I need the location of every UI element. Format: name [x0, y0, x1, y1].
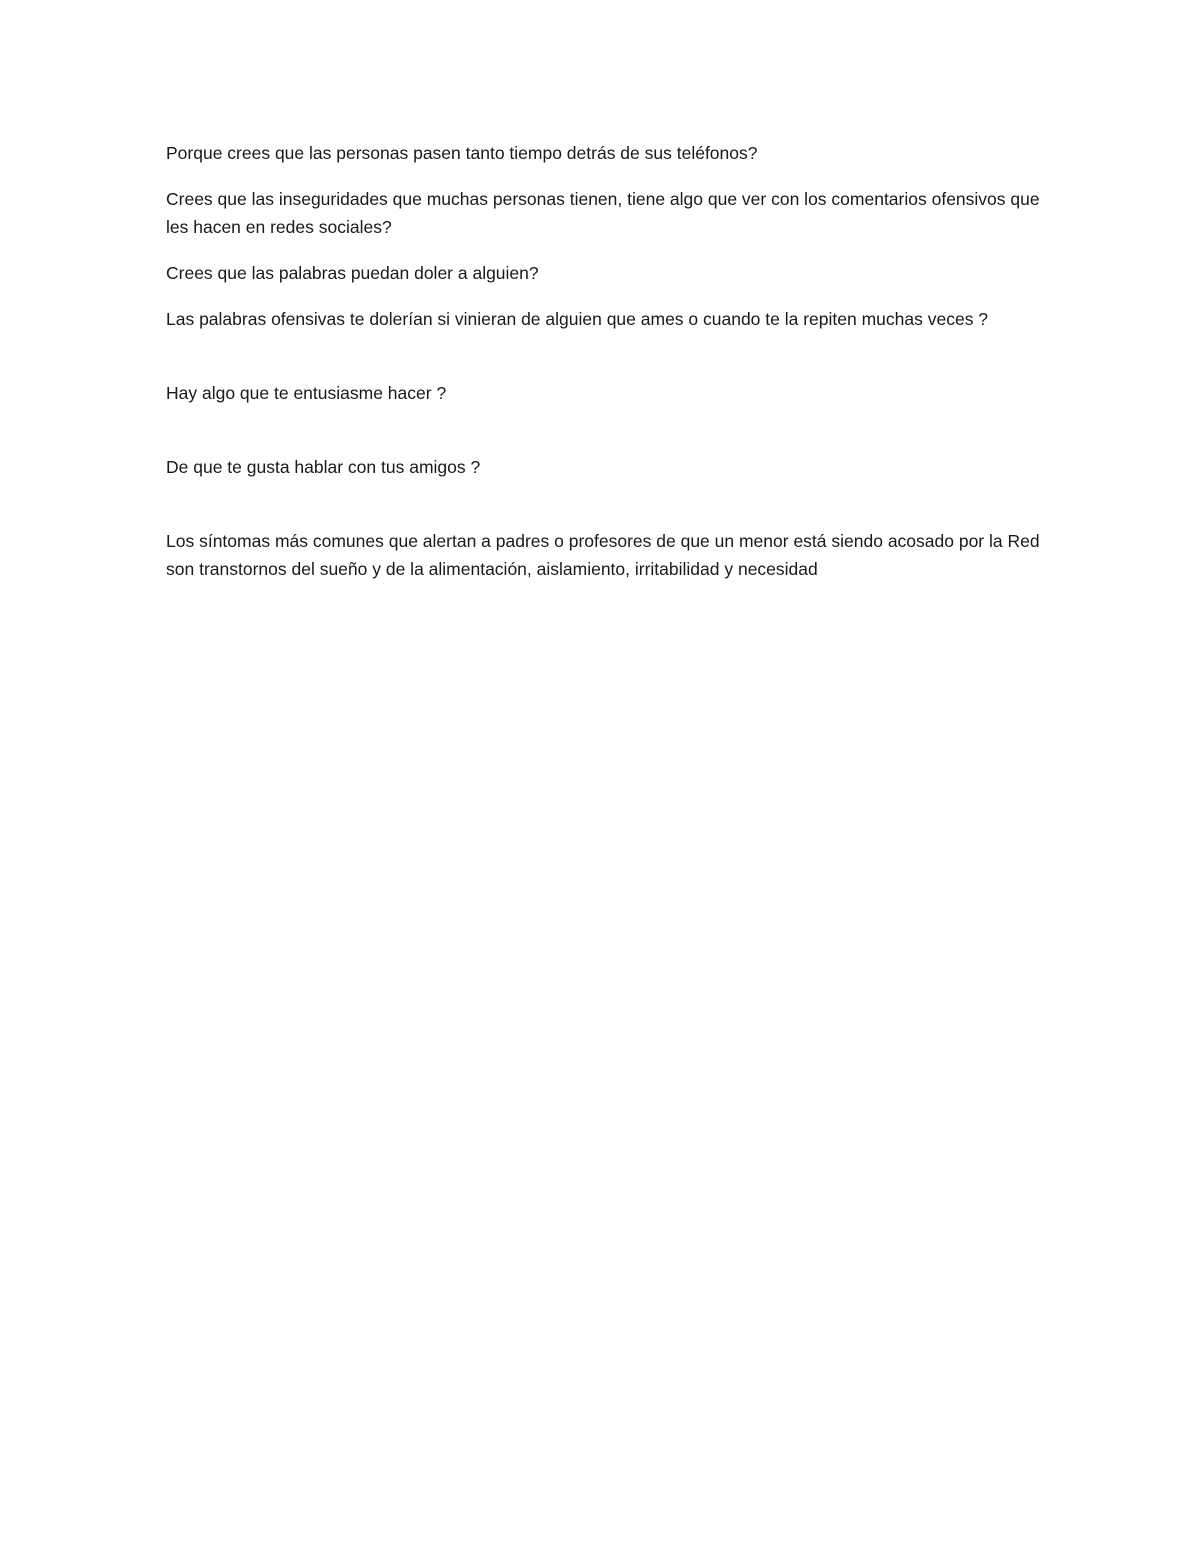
- paragraph-words-hurt: Crees que las palabras puedan doler a alguien?: [166, 263, 539, 283]
- paragraph-phone-time: Porque crees que las personas pasen tanto tiempo detrás de sus teléfonos?: [166, 143, 758, 163]
- paragraph-offensive-words: Las palabras ofensivas te dolerían si vinieran de alguien que ames o cuando te la repiten muchas veces ?: [166, 309, 989, 329]
- paragraph-insecurities: Crees que las inseguridades que muchas personas tienen, tiene algo que ver con los comentarios ofensivos que les hacen en redes sociales?: [166, 189, 1040, 237]
- paragraph-symptoms: Los síntomas más comunes que alertan a padres o profesores de que un menor está siendo acosado por la Red son transtornos del sueño y de la alimentación, aislamiento, irritabilidad y necesidad: [166, 531, 1040, 579]
- paragraph-friends-talk: De que te gusta hablar con tus amigos ?: [166, 457, 481, 477]
- paragraph-enthusiasm: Hay algo que te entusiasme hacer ?: [166, 383, 447, 403]
- document-body: [166, 139, 1046, 601]
